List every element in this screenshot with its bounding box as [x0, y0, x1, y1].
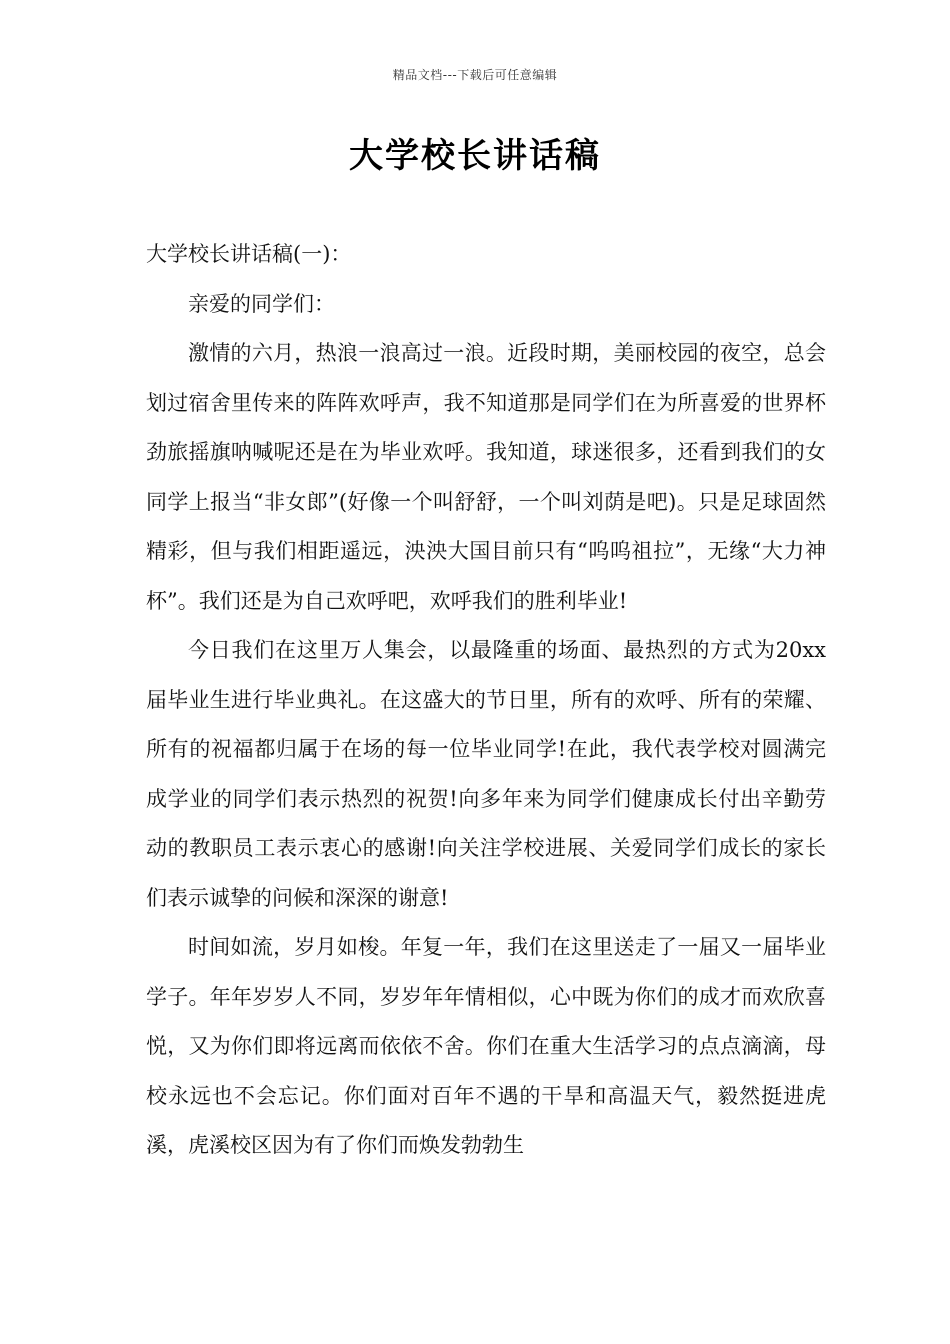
paragraph: 时间如流，岁月如梭。年复一年，我们在这里送走了一届又一届毕业学子。年年岁岁人不同，岁岁年年情相似，心中既为你们的成才而欢欣喜悦，又为你们即将远离而依依不舍。你们在重大生活学习的点点滴滴，母校永远也不会忘记。你们面对百年不遇的干旱和高温天气，毅然挺进虎溪，虎溪校区因为有了你们而焕发勃勃生 [146, 935, 826, 1157]
header-note: 精品文档---下载后可任意编辑 [392, 68, 558, 82]
document-body [146, 230, 826, 1171]
document-title: 大学校长讲话稿 [349, 136, 601, 176]
paragraph: 今日我们在这里万人集会，以最隆重的场面、最热烈的方式为20xx届毕业生进行毕业典礼。在这盛大的节日里，所有的欢呼、所有的荣耀、所有的祝福都归属于在场的每一位毕业同学!在此，我代表学校对圆满完成学业的同学们表示热烈的祝贺!向多年来为同学们健康成长付出辛勤劳动的教职员工表示衷心的感谢!向关注学校进展、关爱同学们成长的家长们表示诚挚的问候和深深的谢意! [146, 638, 826, 910]
paragraph: 激情的六月，热浪一浪高过一浪。近段时期，美丽校园的夜空，总会划过宿舍里传来的阵阵欢呼声，我不知道那是同学们在为所喜爱的世界杯劲旅摇旗呐喊呢还是在为毕业欢呼。我知道，球迷很多，还看到我们的女同学上报当“非女郎”(好像一个叫舒舒，一个叫刘荫是吧)。只是足球固然精彩，但与我们相距遥远，泱泱大国目前只有“呜呜祖拉”，无缘“大力神杯”。我们还是为自己欢呼吧，欢呼我们的胜利毕业! [146, 341, 826, 613]
paragraph-salutation: 亲爱的同学们： [188, 291, 335, 316]
paragraph-subtitle: 大学校长讲话稿(一)： [146, 242, 352, 266]
